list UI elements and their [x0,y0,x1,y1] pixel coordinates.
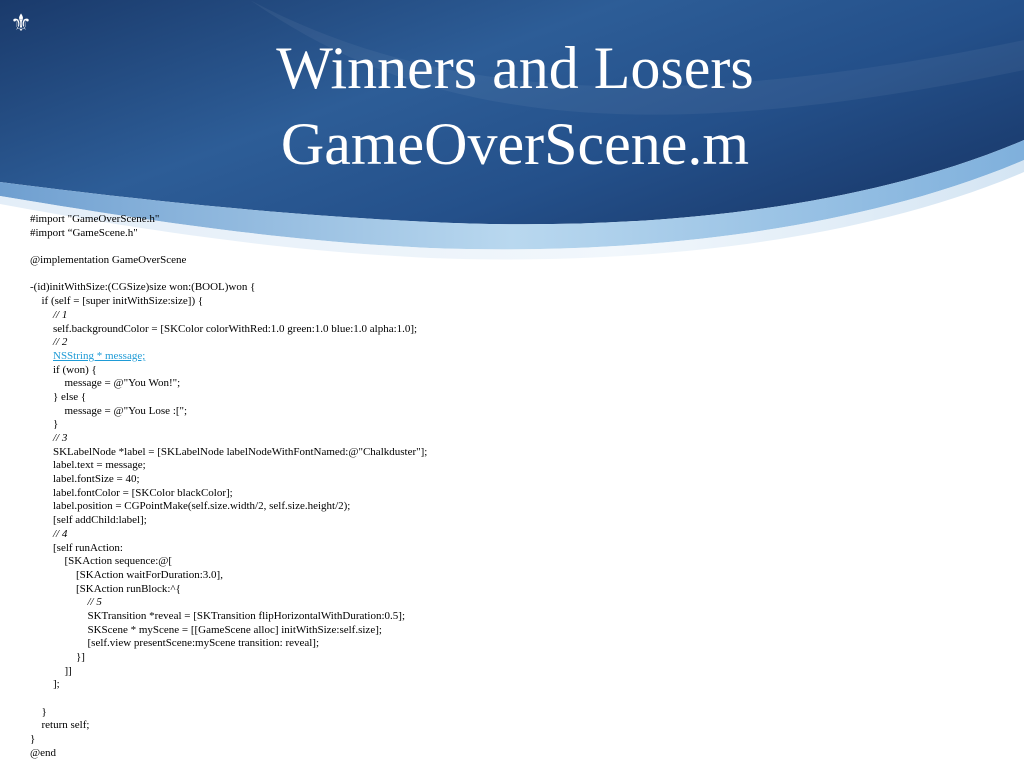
code-line: }] [76,651,85,663]
code-line: ]; [53,678,60,691]
code-line: SKTransition *reveal = [SKTransition flipHorizontalWithDuration:0.5]; [87,609,406,622]
code-line: } [53,418,59,431]
code-line: if (self = [super initWithSize:size]) { [41,295,204,308]
code-comment-line: // 1 [53,308,68,321]
code-line: #import "GameOverScene.h" [30,213,160,225]
code-line: -(id)initWithSize:(CGSize)size won:(BOOL)won { [30,281,256,294]
code-comment-line: // 4 [53,527,68,540]
code-line: message = @"You Won!"; [64,377,181,390]
code-line: #import “GameScene.h" [30,226,138,239]
code-line: @end [30,746,57,759]
code-line: label.fontSize = 40; [53,473,140,486]
code-line: [SKAction runBlock:^{ [76,582,181,595]
code-line: [self runAction: [53,541,123,554]
code-line [30,692,790,706]
code-line: SKScene * myScene = [[GameScene alloc] initWithSize:self.size]; [87,623,382,636]
code-line: [SKAction sequence:@[ [64,555,173,568]
code-line: [SKAction waitForDuration:3.0], [76,568,223,581]
code-line: } [41,705,47,718]
code-line: label.position = CGPointMake(self.size.width/2, self.size.height/2); [53,500,351,513]
code-line: } else { [53,390,87,403]
code-line: label.text = message; [53,459,146,472]
code-line: [self addChild:label]; [53,514,147,527]
code-line: } [30,733,36,746]
slide-title [200,30,830,182]
code-listing [30,213,790,761]
title-line-1: Winners and Losers [276,35,754,101]
code-comment-line: // 5 [87,596,102,609]
code-link[interactable]: NSString * message; [53,349,146,362]
code-line: @implementation GameOverScene [30,254,187,267]
code-line: if (won) { [53,363,97,376]
code-line [30,240,790,254]
code-line: label.fontColor = [SKColor blackColor]; [53,486,233,499]
code-line [30,268,790,282]
code-line: return self; [41,719,90,732]
code-line: ]] [64,664,72,677]
code-comment-line: // 2 [53,336,68,349]
title-line-2: GameOverScene.m [280,111,750,177]
code-line: [self.view presentScene:myScene transition: reveal]; [87,637,320,650]
fleur-de-lis-icon: ⚜ [10,9,32,37]
code-line: SKLabelNode *label = [SKLabelNode labelNodeWithFontNamed:@"Chalkduster"]; [53,445,428,458]
code-comment-line: // 3 [53,432,68,444]
code-line: message = @"You Lose :["; [64,404,188,417]
code-line: self.backgroundColor = [SKColor colorWithRed:1.0 green:1.0 blue:1.0 alpha:1.0]; [53,322,418,335]
